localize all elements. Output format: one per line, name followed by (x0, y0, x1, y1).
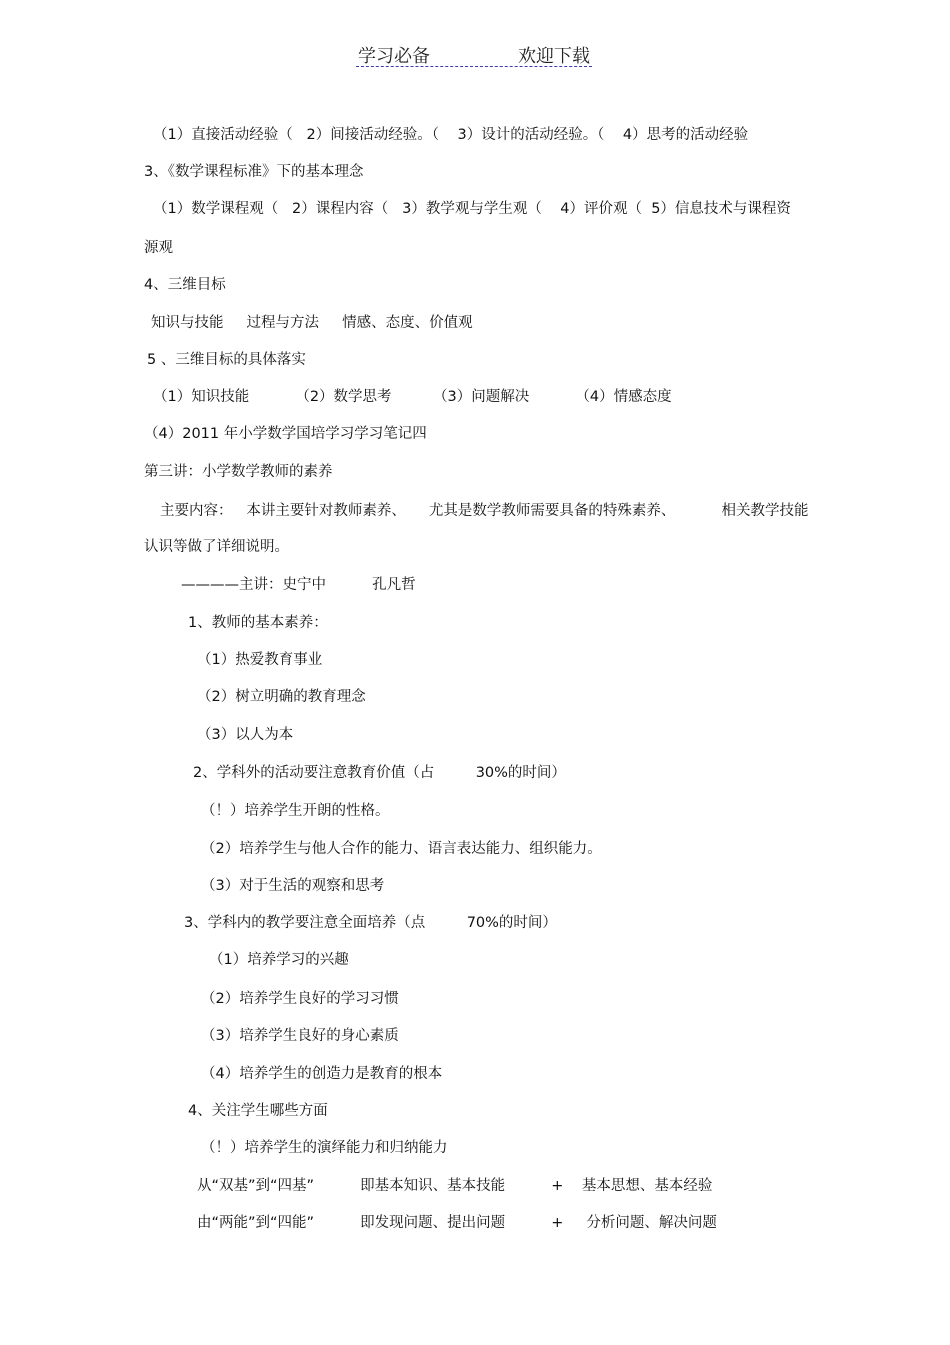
list-item: （2）培养学生与他人合作的能力、语言表达能力、组织能力。 (201, 841, 602, 857)
list-item: （4）培养学生的创造力是教育的根本 (201, 1066, 443, 1082)
section-heading: 2、学科外的活动要注意教育价值（占 30%的时间） (193, 765, 566, 781)
text-line: （1）数学课程观（ 2）课程内容（ 3）教学观与学生观（ 4）评价观（ 5）信息技术与课程资 (153, 201, 791, 217)
section-heading: 3、《数学课程标准》下的基本理念 (144, 164, 364, 180)
lecture-title: 第三讲：小学数学教师的素养 (144, 464, 333, 480)
list-item: （！）培养学生的演绎能力和归纳能力 (201, 1140, 448, 1156)
list-item: （2）树立明确的教育理念 (197, 689, 366, 705)
section-heading: 1、教师的基本素养： (188, 615, 328, 631)
text-line: 知识与技能 过程与方法 情感、态度、价值观 (151, 315, 473, 331)
list-item: （3）对于生活的观察和思考 (201, 878, 385, 894)
text-line: 从“双基”到“四基” 即基本知识、基本技能 + 基本思想、基本经验 (197, 1178, 713, 1194)
section-heading: 4、关注学生哪些方面 (188, 1103, 328, 1119)
header-left-text: 学习必备 (358, 46, 430, 67)
text-line: （1）知识技能 （2）数学思考 （3）问题解决 （4）情感态度 (153, 389, 672, 405)
text-line: 源观 (144, 240, 173, 256)
list-item: （1）培养学习的兴趣 (209, 952, 349, 968)
section-heading: 4、三维目标 (144, 277, 226, 293)
page-header (356, 42, 592, 67)
list-item: （！）培养学生开朗的性格。 (201, 803, 390, 819)
text-line: 主要内容： 本讲主要针对教师素养、 尤其是数学教师需要具备的特殊素养、 相关教学技能 (160, 503, 809, 519)
list-item: （1）热爱教育事业 (197, 652, 323, 668)
text-line: 认识等做了详细说明。 (144, 539, 289, 555)
section-heading: 3、学科内的教学要注意全面培养（点 70%的时间） (184, 915, 557, 931)
list-item: （3）培养学生良好的身心素质 (201, 1028, 399, 1044)
text-line: 由“两能”到“四能” 即发现问题、提出问题 + 分析问题、解决问题 (197, 1215, 717, 1231)
list-item: （2）培养学生良好的学习习惯 (201, 991, 399, 1007)
text-line: （4）2011 年小学数学国培学习学习笔记四 (144, 426, 427, 442)
text-line: （1）直接活动经验（ 2）间接活动经验。（ 3）设计的活动经验。（ 4）思考的活动经验 (153, 127, 749, 143)
section-heading: 5 、三维目标的具体落实 (147, 352, 306, 368)
lecturer-line: ————主讲：史宁中 孔凡哲 (181, 577, 416, 593)
list-item: （3）以人为本 (197, 727, 294, 743)
header-right-text: 欢迎下载 (518, 46, 590, 67)
